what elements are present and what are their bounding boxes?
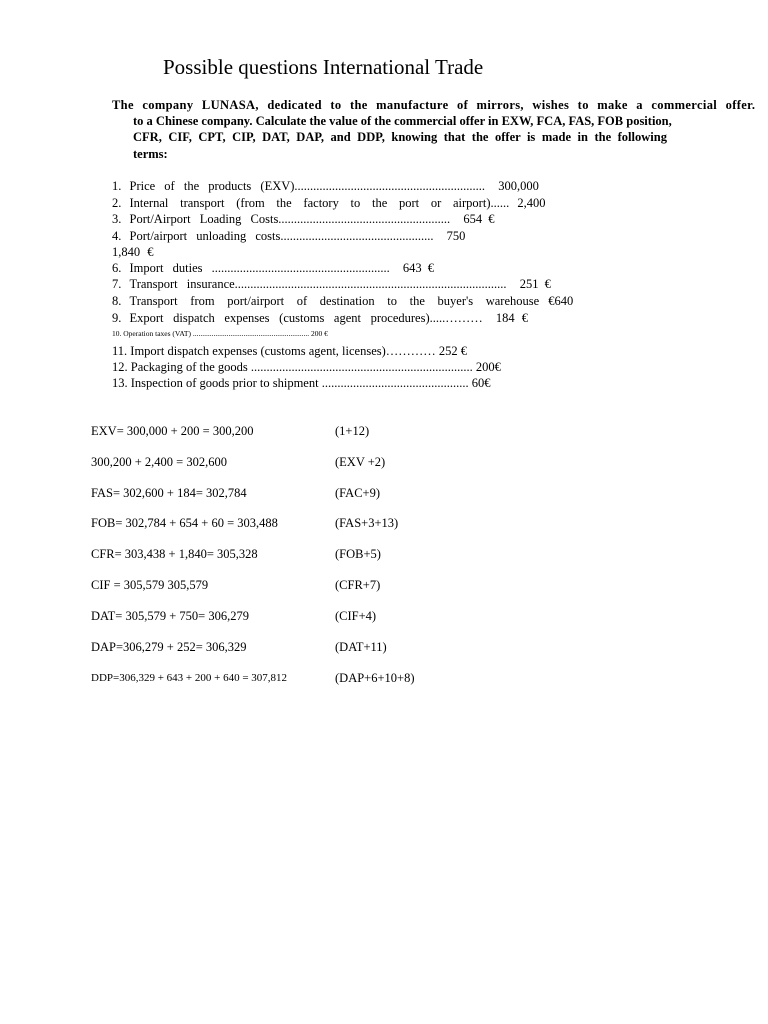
calc-ref: (DAP+6+10+8): [335, 671, 415, 685]
item-number: 11.: [112, 344, 128, 358]
item-text: Operation taxes (VAT) ..............................................................: [123, 329, 310, 338]
calc-formula: FOB= 302,784 + 654 + 60 = 303,488: [91, 516, 278, 530]
list-item: 1,840 €: [112, 245, 154, 259]
list-item: [112, 228, 465, 244]
item-text: Price of the products (EXV).............................................................: [129, 179, 486, 193]
calc-ref: (FAC+9): [335, 486, 381, 500]
calc-formula: CIF = 305,579 305,579: [91, 578, 209, 592]
list-item: [112, 343, 467, 359]
item-value: 251 €: [519, 277, 551, 291]
item-number: 2.: [112, 196, 122, 210]
calc-ref: (FOB+5): [335, 547, 381, 561]
list-item: [112, 326, 328, 342]
item-text: Inspection of goods prior to shipment ...............................................: [130, 376, 469, 390]
calc-ref: (CIF+4): [335, 609, 377, 623]
list-item: [112, 310, 528, 326]
item-value: 184 €: [495, 311, 529, 325]
list-item: [112, 359, 501, 375]
intro-line-2: to a Chinese company. Calculate the value of the commercial offer in EXW, FCA, FAS, FOB position,: [133, 114, 672, 128]
item-value: 300,000: [498, 179, 539, 193]
calc-formula: FAS= 302,600 + 184= 302,784: [91, 486, 247, 500]
item-text: Port/airport unloading costs.................................................: [129, 229, 434, 243]
list-item: [112, 211, 494, 227]
item-number: 7.: [112, 277, 122, 291]
item-number: 4.: [112, 229, 122, 243]
item-text: Export dispatch expenses (customs agent procedures).....………: [129, 311, 483, 325]
item-number: 12.: [112, 360, 128, 374]
calc-formula: DDP=306,329 + 643 + 200 + 640 = 307,812: [91, 672, 288, 684]
item-value: €640: [548, 294, 574, 308]
item-value: 200€: [475, 360, 501, 374]
page-title: Possible questions International Trade: [163, 55, 484, 79]
list-item: [112, 276, 551, 292]
item-number: 13.: [112, 376, 128, 390]
item-number: 10.: [112, 329, 122, 338]
calc-formula: CFR= 303,438 + 1,840= 305,328: [91, 547, 258, 561]
item-value: 2,400: [517, 196, 546, 210]
item-text: Import duties .........................................................: [129, 261, 390, 275]
item-text: Packaging of the goods .......................................................................: [130, 360, 473, 374]
item-number: 9.: [112, 311, 122, 325]
list-item: [112, 293, 573, 309]
item-number: 8.: [112, 294, 122, 308]
item-value: 252 €: [438, 344, 468, 358]
list-item: [112, 195, 545, 211]
calc-formula: DAT= 305,579 + 750= 306,279: [91, 609, 249, 623]
item-text: Transport from port/airport of destination to the buyer's warehouse: [129, 294, 540, 308]
list-item: [112, 375, 490, 391]
list-item: [112, 178, 539, 194]
intro-line-1: The company LUNASA, dedicated to the manufacture of mirrors, wishes to make a commercial offer.: [112, 98, 756, 112]
intro-line-3: CFR, CIF, CPT, CIP, DAT, DAP, and DDP, knowing that the offer is made in the following: [133, 130, 667, 144]
calc-formula: DAP=306,279 + 252= 306,329: [91, 640, 247, 654]
item-text: Port/Airport Loading Costs.......................................................: [129, 212, 451, 226]
item-value: 60€: [471, 376, 491, 390]
item-text: Internal transport (from the factory to the port or airport)......: [129, 196, 510, 210]
calc-formula: EXV= 300,000 + 200 = 300,200: [91, 424, 254, 438]
intro-line-4: terms:: [133, 147, 168, 161]
calc-ref: (FAS+3+13): [335, 516, 399, 530]
item-number: 6.: [112, 261, 122, 275]
item-number: 1.: [112, 179, 122, 193]
item-number: 3.: [112, 212, 122, 226]
item-value: 750: [446, 229, 466, 243]
item-text: Transport insurance.......................................................................................: [129, 277, 507, 291]
item-value: 654 €: [463, 212, 495, 226]
list-item: [112, 260, 434, 276]
item-value: 643 €: [402, 261, 435, 275]
calc-ref: (DAT+11): [335, 640, 387, 654]
item-value: 200 €: [311, 329, 328, 338]
calc-ref: (1+12): [335, 424, 370, 438]
calc-formula: 300,200 + 2,400 = 302,600: [91, 455, 227, 469]
calc-ref: (EXV +2): [335, 455, 386, 469]
calc-ref: (CFR+7): [335, 578, 381, 592]
item-text: Import dispatch expenses (customs agent, licenses)…………: [130, 344, 436, 358]
